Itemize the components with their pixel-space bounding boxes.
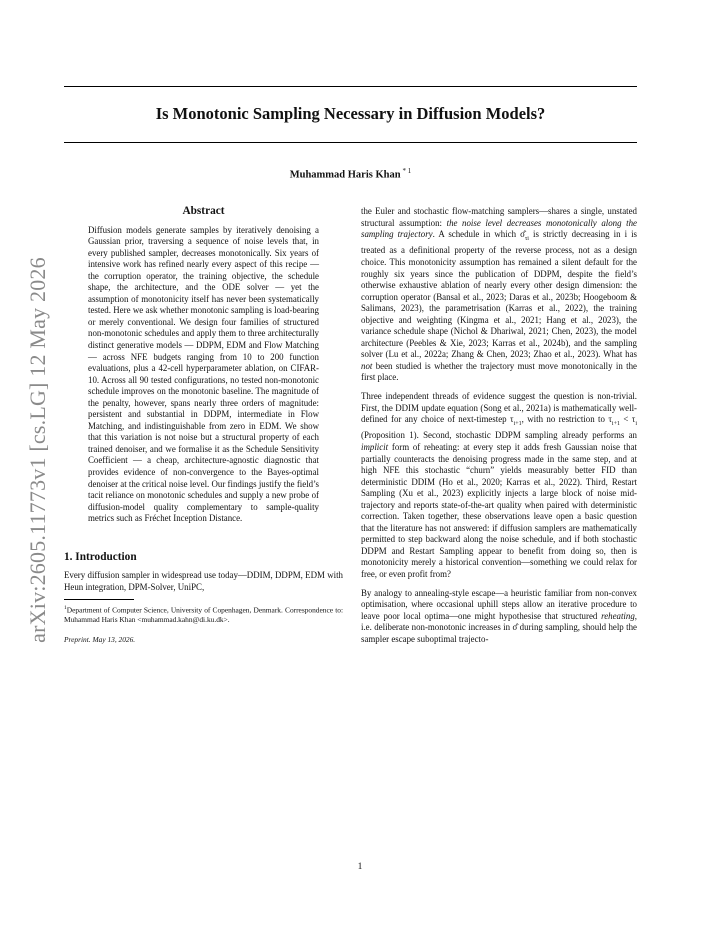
- title-rule-top: [64, 86, 637, 87]
- right-paragraph-3: By analogy to annealing-style escape—a heuristic familiar from non-convex optimisation, where occasional uphill steps allow an iterative procedure to leave poor local optima—one might hypothesise that structured reheating, i.e. deliberate non-monotonic increases in σ̂ during sampling, should help the sampler escape suboptimal trajecto-: [361, 587, 637, 644]
- intro-paragraph-start: Every diffusion sampler in widespread use today—DDIM, DDPM, EDM with Heun integration, DPM-Solver, UniPC,: [64, 570, 343, 592]
- paper-title: Is Monotonic Sampling Necessary in Diffusion Models?: [155, 104, 546, 123]
- arxiv-stamp: arXiv:2605.11773v1 [cs.LG] 12 May 2026: [25, 257, 50, 643]
- section-heading-introduction: 1. Introduction: [64, 550, 137, 563]
- author-line: [64, 167, 637, 181]
- abstract-text: Diffusion models generate samples by iteratively denoising a Gaussian prior, traversing a sequence of noise levels that, in every published sampler, decreases monotonically. Six years of intensive work has refined nearly every aspect of this recipe — the corruption operator, the training objective, the schedule shape, the architecture, and the ODE solver — yet the assumption of monotonicity itself has never been systematically tested. Here we ask whether monotonic sampling is load-bearing or merely conventional. We design four families of structured non-monotonic schedules and apply them to three architecturally distinct generative models — DDPM, EDM and Flow Matching — across NFE budgets ranging from 10 to 200 function evaluations, plus a 42-cell hyperparameter ablation, on CIFAR-10. Across all 90 tested configurations, no tested non-monotonic schedule improves on the monotonic baseline. The magnitude of the penalty, however, spans nearly three orders of magnitude: persistent and substantial in DDPM, intermediate in Flow Matching, and indistinguishable from zero in EDM. We show that this variation is not noise but a structural property of each trained denoiser, and we formalise it as the Schedule Sensitivity Coefficient — a cheap, architecture-agnostic diagnostic that provides evidence of non-convergence to the Bayes-optimal denoiser at the critical noise level. Our findings justify the field’s tacit reliance on monotonic schedules and supply a new probe of diffusion-model quality complementary to sample-quality metrics such as Fréchet Inception Distance.: [88, 224, 319, 524]
- right-column: [361, 206, 637, 652]
- footnote-mark: 1: [64, 605, 67, 612]
- page-number: 1: [357, 862, 363, 872]
- title-rule-bottom: [64, 142, 637, 143]
- right-paragraph-1: the Euler and stochastic flow-matching samplers—shares a single, unstated structural assumption: the noise level decreases monotonically along the sampling trajectory. A schedule in which $\sigmâ_{\tau i}$ is strictly decreasing in i is treated as a definitional property of the reverse process, not as a design choice. This monotonicity assumption has remained a silent default for the roughly six years since the publication of DDPM, despite the field’s otherwise exhaustive ablation of nearly every other design dimension: the corruption operator (Bansal et al., 2023; Daras et al., 2023b; Hoogeboom & Salimans, 2023), the parametrisation (Karras et al., 2022), the training objective and weighting (Kingma et al., 2021; Hang et al., 2023), the variance schedule shape (Nichol & Dhariwal, 2021; Chen, 2023), the model architecture (Peebles & Xie, 2023; Karras et al., 2024b), and the sampling solver (Lu et al., 2022a; Zhang & Chen, 2023; Zhao et al., 2023). What has not been studied is whether the trajectory must move monotonically in the first place.: [361, 206, 637, 383]
- right-paragraph-2: Three independent threads of evidence suggest the question is non-trivial. First, the DDIM update equation (Song et al., 2021a) is mathematically well-defined for any choice of next-timestep $\tau_{i+1}$, with no restriction to $\tau_{i+1} < \tau_i$ (Proposition 1). Second, stochastic DDPM sampling already performs an implicit form of reheating: at every step it adds fresh Gaussian noise that partially counteracts the denoising progress made in the same step, and at high NFE this stochastic “churn” yields measurably better FID than deterministic DDIM (Ho et al., 2020; Karras et al., 2022). Third, Restart Sampling (Xu et al., 2023) explicitly injects a large block of noise mid-trajectory and reports state-of-the-art quality when paired with deterministic correction. Taken together, these observations leave open a basic question that the literature has not answered: if diffusion samplers are mathematically permitted to step backward along the noise schedule, and if both stochastic DDPM and Restart Sampling appear to benefit from doing so, then is monotonicity merely a historical convention—something we could relax for free, or even profit from?: [361, 390, 638, 579]
- footnote-rule: [64, 599, 134, 600]
- footnote-text: Department of Computer Science, University of Copenhagen, Denmark. Correspondence to: Muhammad Haris Khan <muhammad.kahn@di.ku.dk>.: [64, 605, 343, 624]
- left-column: [64, 206, 343, 645]
- preprint-note: Preprint. May 13, 2026.: [64, 634, 136, 644]
- author-affiliation-marks: * 1: [402, 167, 412, 175]
- author-name: Muhammad Haris Khan: [289, 169, 401, 181]
- footnote: [64, 604, 343, 623]
- abstract-heading: Abstract: [182, 205, 225, 217]
